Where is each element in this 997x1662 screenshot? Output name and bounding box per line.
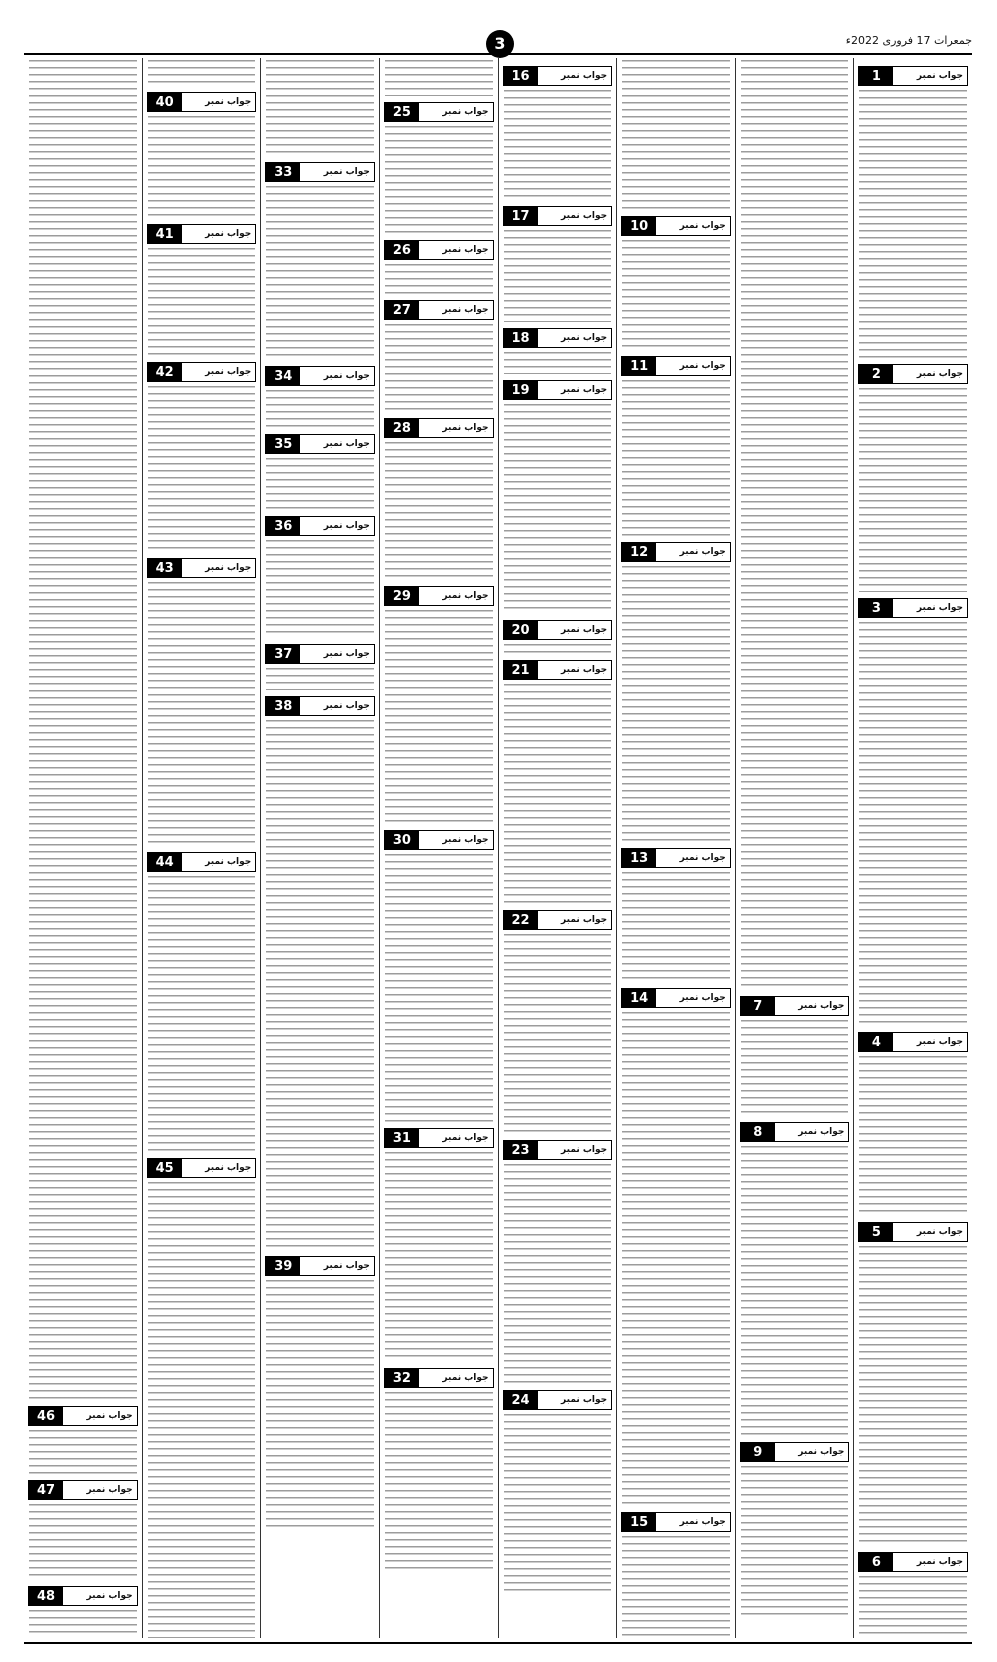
question-number: 32 [385,1369,419,1387]
question-header [384,830,494,850]
question-number: 33 [266,163,300,181]
article-text [29,1610,137,1638]
question-header [503,1140,613,1160]
page-number-badge: 3 [486,30,514,58]
article-text [266,540,374,638]
article-text [266,458,374,510]
question-label: جواب نمبر [561,385,608,395]
question-number: 16 [504,67,538,85]
article-text [504,1164,612,1384]
question-number: 13 [622,849,656,867]
question-label: جواب نمبر [86,1591,133,1601]
newspaper-columns [24,58,972,1638]
article-text [148,1182,256,1638]
article-text [859,1576,967,1636]
question-number: 11 [622,357,656,375]
question-header [28,1586,138,1606]
question-label: جواب نمبر [916,603,963,613]
article-text [504,230,612,322]
article-text [385,60,493,96]
article-text [741,1146,849,1436]
question-number: 23 [504,1141,538,1159]
question-number: 27 [385,301,419,319]
question-label: جواب نمبر [205,1163,252,1173]
column-5 [498,58,617,1638]
question-label: جواب نمبر [442,423,489,433]
question-header [147,92,257,112]
question-label: جواب نمبر [323,1261,370,1271]
question-header [621,988,731,1008]
column-4 [379,58,498,1638]
question-label: جواب نمبر [679,547,726,557]
question-header [503,910,613,930]
question-label: جواب نمبر [205,367,252,377]
article-text [266,1280,374,1530]
question-number: 7 [741,997,775,1015]
article-text [29,60,137,1400]
question-number: 37 [266,645,300,663]
question-number: 20 [504,621,538,639]
article-text [385,1152,493,1362]
question-header [740,996,850,1016]
question-header [621,216,731,236]
question-header [265,162,375,182]
question-label: جواب نمبر [442,245,489,255]
question-header [147,558,257,578]
question-label: جواب نمبر [679,221,726,231]
question-number: 42 [148,363,182,381]
question-label: جواب نمبر [561,665,608,675]
article-text [385,1392,493,1572]
article-text [385,264,493,294]
question-label: جواب نمبر [86,1485,133,1495]
question-header [384,418,494,438]
question-number: 31 [385,1129,419,1147]
question-number: 9 [741,1443,775,1461]
question-number: 21 [504,661,538,679]
question-header [384,586,494,606]
question-header [503,66,613,86]
question-header [384,1368,494,1388]
question-header [384,102,494,122]
question-number: 10 [622,217,656,235]
question-label: جواب نمبر [679,993,726,1003]
question-number: 15 [622,1513,656,1531]
question-header [28,1406,138,1426]
article-text [504,404,612,614]
question-header [28,1480,138,1500]
article-text [741,1466,849,1616]
question-header [503,1390,613,1410]
article-text [266,60,374,156]
question-label: جواب نمبر [561,625,608,635]
article-text [504,684,612,904]
column-2 [142,58,261,1638]
question-header [503,328,613,348]
question-header [503,380,613,400]
question-label: جواب نمبر [323,439,370,449]
question-label: جواب نمبر [916,369,963,379]
question-label: جواب نمبر [561,333,608,343]
question-label: جواب نمبر [679,361,726,371]
question-label: جواب نمبر [561,211,608,221]
question-header [740,1122,850,1142]
column-3 [260,58,379,1638]
article-text [266,668,374,690]
question-number: 17 [504,207,538,225]
question-label: جواب نمبر [442,835,489,845]
article-text [859,1056,967,1216]
article-text [266,720,374,1250]
question-label: جواب نمبر [916,1037,963,1047]
question-header [265,1256,375,1276]
article-text [741,60,849,990]
article-text [859,388,967,592]
article-text [385,324,493,412]
question-header [503,206,613,226]
question-label: جواب نمبر [916,1227,963,1237]
article-text [148,582,256,846]
question-number: 46 [29,1407,63,1425]
question-label: جواب نمبر [798,1001,845,1011]
question-label: جواب نمبر [442,591,489,601]
issue-date: جمعرات 17 فروری 2022ء [845,34,972,47]
article-text [504,1414,612,1594]
article-text [622,380,730,536]
question-header [265,696,375,716]
question-header [621,542,731,562]
question-number: 45 [148,1159,182,1177]
question-label: جواب نمبر [561,71,608,81]
question-header [384,240,494,260]
question-number: 47 [29,1481,63,1499]
article-text [266,390,374,428]
article-text [148,386,256,552]
question-number: 3 [859,599,893,617]
question-label: جواب نمبر [205,857,252,867]
question-label: جواب نمبر [205,229,252,239]
article-text [622,566,730,842]
question-number: 43 [148,559,182,577]
question-label: جواب نمبر [323,521,370,531]
question-number: 6 [859,1553,893,1571]
footer-rule [24,1642,972,1644]
question-label: جواب نمبر [442,107,489,117]
question-header [384,1128,494,1148]
question-header [147,362,257,382]
article-text [29,1504,137,1580]
question-number: 38 [266,697,300,715]
question-number: 22 [504,911,538,929]
question-header [858,1552,968,1572]
question-number: 29 [385,587,419,605]
article-text [148,116,256,218]
question-number: 12 [622,543,656,561]
question-label: جواب نمبر [798,1127,845,1137]
question-header [503,620,613,640]
question-number: 48 [29,1587,63,1605]
question-number: 1 [859,67,893,85]
question-label: جواب نمبر [442,1133,489,1143]
header-rule [24,53,972,55]
article-text [622,872,730,982]
question-label: جواب نمبر [679,853,726,863]
question-label: جواب نمبر [798,1447,845,1457]
question-header [858,66,968,86]
article-text [148,876,256,1152]
question-label: جواب نمبر [561,1145,608,1155]
question-number: 34 [266,367,300,385]
question-number: 18 [504,329,538,347]
column-8 [853,58,972,1638]
question-label: جواب نمبر [205,97,252,107]
article-text [148,248,256,356]
question-label: جواب نمبر [323,701,370,711]
question-label: جواب نمبر [442,305,489,315]
article-text [859,90,967,358]
question-header [265,434,375,454]
article-text [148,60,256,86]
question-header [265,644,375,664]
question-header [858,1222,968,1242]
article-text [29,1430,137,1474]
question-header [621,1512,731,1532]
question-number: 26 [385,241,419,259]
question-number: 5 [859,1223,893,1241]
page-header [24,30,972,52]
question-header [503,660,613,680]
question-header [858,598,968,618]
question-header [621,356,731,376]
question-header [858,364,968,384]
question-header [621,848,731,868]
question-number: 44 [148,853,182,871]
question-number: 4 [859,1033,893,1051]
column-1 [24,58,142,1638]
question-label: جواب نمبر [916,71,963,81]
question-label: جواب نمبر [679,1517,726,1527]
article-text [859,622,967,1026]
article-text [266,186,374,360]
column-7 [735,58,854,1638]
article-text [741,1020,849,1116]
question-number: 19 [504,381,538,399]
question-header [147,224,257,244]
column-6 [616,58,735,1638]
article-text [385,126,493,234]
question-label: جواب نمبر [916,1557,963,1567]
question-header [265,516,375,536]
question-header [858,1032,968,1052]
question-number: 35 [266,435,300,453]
article-text [504,934,612,1134]
question-header [384,300,494,320]
article-text [622,1536,730,1638]
article-text [504,90,612,200]
question-label: جواب نمبر [86,1411,133,1421]
question-header [147,1158,257,1178]
article-text [385,854,493,1122]
question-number: 39 [266,1257,300,1275]
question-header [147,852,257,872]
question-label: جواب نمبر [442,1373,489,1383]
question-number: 41 [148,225,182,243]
article-text [622,60,730,210]
question-number: 8 [741,1123,775,1141]
article-text [504,352,612,374]
question-header [265,366,375,386]
question-number: 25 [385,103,419,121]
article-text [385,610,493,824]
question-number: 24 [504,1391,538,1409]
article-text [504,644,612,654]
question-number: 2 [859,365,893,383]
question-label: جواب نمبر [205,563,252,573]
question-number: 30 [385,831,419,849]
question-label: جواب نمبر [323,649,370,659]
question-label: جواب نمبر [561,1395,608,1405]
question-number: 28 [385,419,419,437]
question-number: 36 [266,517,300,535]
article-text [622,1012,730,1506]
question-label: جواب نمبر [561,915,608,925]
question-number: 40 [148,93,182,111]
article-text [385,442,493,580]
question-number: 14 [622,989,656,1007]
article-text [859,1246,967,1546]
article-text [622,240,730,350]
question-header [740,1442,850,1462]
question-label: جواب نمبر [323,371,370,381]
question-label: جواب نمبر [323,167,370,177]
